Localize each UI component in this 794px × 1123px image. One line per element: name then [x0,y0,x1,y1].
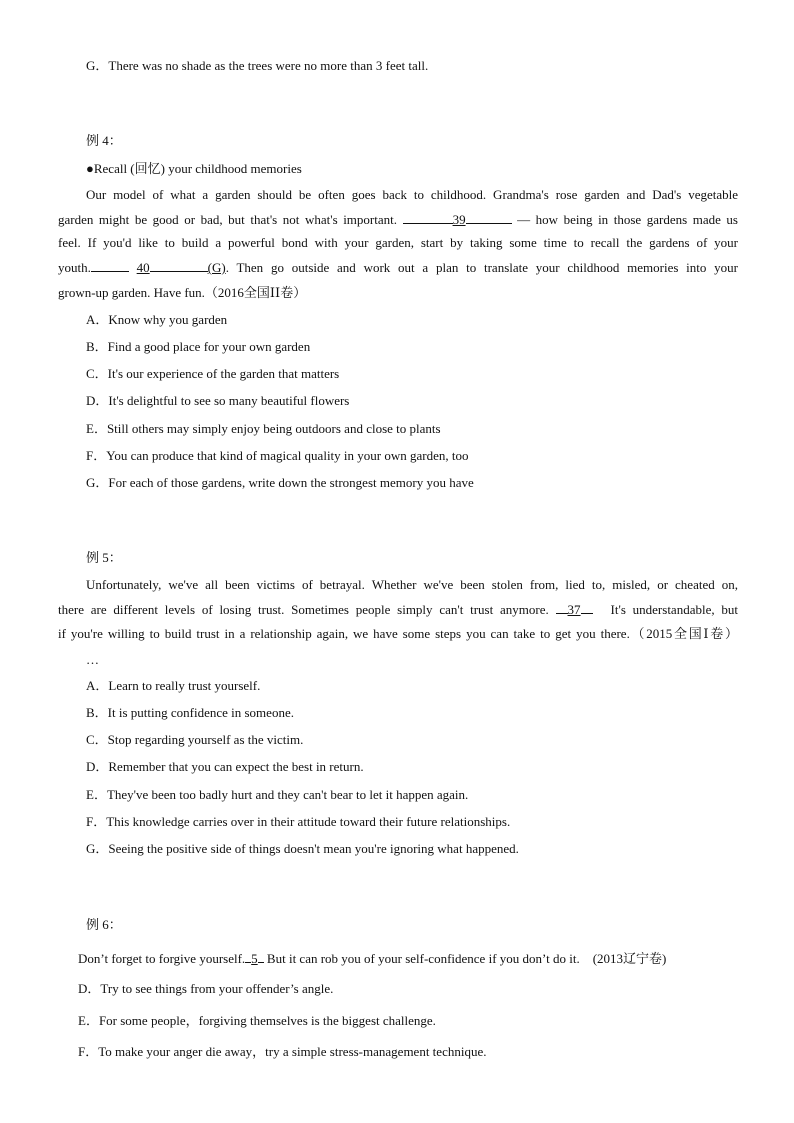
example-6-option-f: F．To make your anger die away，try a simple stress-management technique. [78,1044,487,1059]
blank-5: 5 [251,951,258,966]
example-4-option-e: E．Still others may simply enjoy being outdoors and close to plants [86,421,441,436]
blank-line [91,258,129,272]
blank-37: 37 [567,602,581,617]
example-6-option-e: E．For some people，forgiving themselves is the biggest challenge. [78,1013,436,1028]
paragraph-text: youth. [58,260,91,275]
example-5-ellipsis: … [86,652,99,667]
blank-line [581,600,593,614]
example-4-option-d: D．It's delightful to see so many beautiful flowers [86,393,350,408]
paragraph-text: It's understandable, but [610,602,738,617]
example-4-paragraph-line-1: Our model of what a garden should be often goes back to childhood. Grandma's rose garden and Dad's vegetable [86,187,738,202]
paragraph-text: But it can rob you of your self-confidence if you don’t do it. (2013辽宁卷) [263,951,667,966]
example-5-option-g: G．Seeing the positive side of things doesn't mean you're ignoring what happened. [86,841,519,856]
blank-line [150,258,208,272]
paragraph-text: there are different levels of losing trust. Sometimes people simply can't trust anymore. [58,602,556,617]
example-4-option-b: B．Find a good place for your own garden [86,339,311,354]
paragraph-text: garden might be good or bad, but that's not what's important. [58,212,403,227]
example-4-option-g: G．For each of those gardens, write down the strongest memory you have [86,475,474,490]
example-5-heading: 例 5： [86,550,122,565]
blank-line [403,210,453,224]
example-5-option-c: C．Stop regarding yourself as the victim. [86,732,304,747]
option-g-top: G．There was no shade as the trees were no more than 3 feet tall. [86,58,429,73]
example-4-option-c: C．It's our experience of the garden that matters [86,366,340,381]
paragraph-text: — how being in those gardens made us [511,212,738,227]
example-4-option-f: F．You can produce that kind of magical quality in your own garden, too [86,448,469,463]
paragraph-text: . Then go outside and work out a plan to translate your childhood memories into your [225,260,738,275]
example-4-paragraph-line-5: grown-up garden. Have fun.（2016全国ⅠⅠ卷） [58,285,307,300]
example-5-option-e: E．They've been too badly hurt and they can't bear to let it happen again. [86,787,469,802]
example-4-paragraph-line-2 [58,210,738,229]
blank-line [556,600,568,614]
example-6-heading: 例 6： [86,917,122,932]
example-5-paragraph-line-3: if you're willing to build trust in a relationship again, we have some steps you can take to get you there.（2015全国Ⅰ卷） [58,626,738,641]
blank-39: 39 [452,212,466,227]
example-5-paragraph-line-2 [58,600,738,619]
paragraph-text: Don’t forget to forgive yourself. [78,951,246,966]
example-6-paragraph [78,949,666,968]
example-5-option-a: A．Learn to really trust yourself. [86,678,261,693]
example-4-subtitle: ●Recall (回忆) your childhood memories [86,161,302,176]
blank-line [466,210,512,224]
blank-40: 40 [136,260,150,275]
example-4-paragraph-line-4 [58,258,738,277]
example-4-paragraph-line-3: feel. If you'd like to build a powerful bond with your garden, start by taking some time to recall the gardens of your [58,235,738,250]
example-4-heading: 例 4： [86,133,122,148]
example-5-paragraph-line-1: Unfortunately, we've all been victims of betrayal. Whether we've been stolen from, lied to, misled, or cheated on, [86,577,738,592]
example-4-option-a: A．Know why you garden [86,312,228,327]
example-6-option-d: D．Try to see things from your offender’s angle. [78,981,334,996]
example-5-option-b: B．It is putting confidence in someone. [86,705,294,720]
example-5-option-f: F．This knowledge carries over in their attitude toward their future relationships. [86,814,511,829]
example-5-option-d: D．Remember that you can expect the best in return. [86,759,364,774]
blank-40-answer: (G) [207,260,226,275]
